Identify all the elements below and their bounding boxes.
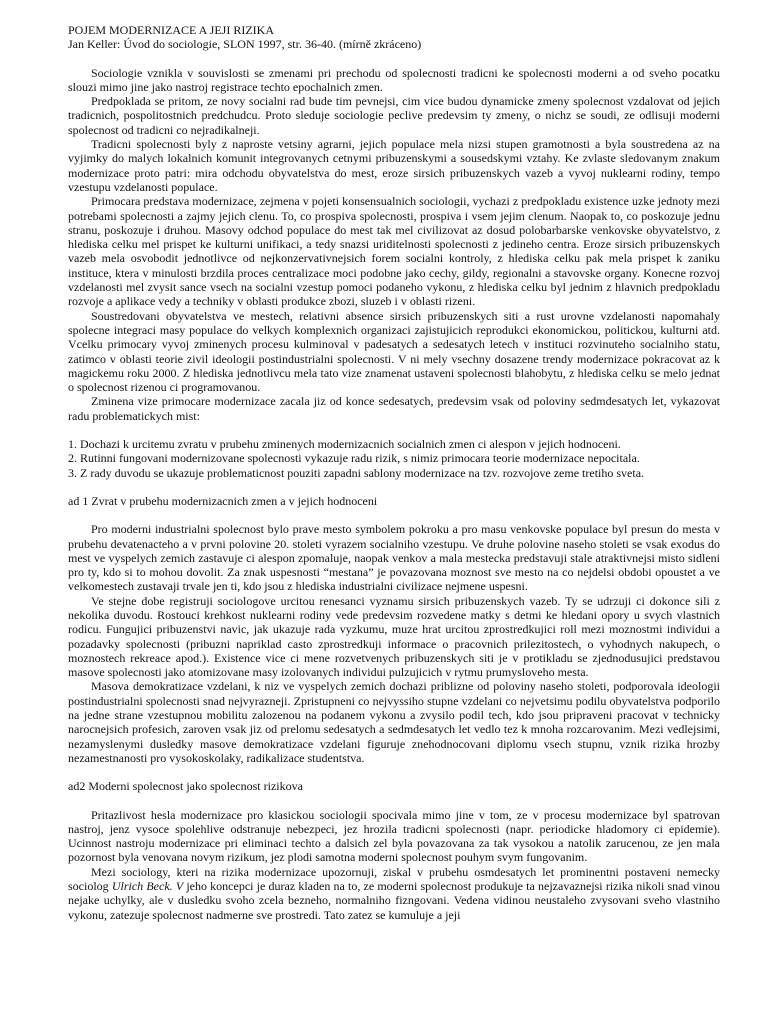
spacer [68,508,720,522]
list-item: 1. Dochazi k urcitemu zvratu v prubehu zminenych modernizacnich socialnich zmen ci alespon v jejich hodnoceni. [68,437,621,452]
intro-paragraph-6: Zminena vize primocare modernizace zacala jiz od konce sedesatych, predevsim vsak od poloviny sedmdesatych let, vykazovat radu problematickych mist: [68,394,720,423]
section-1-paragraph-3: Masova demokratizace vzdelani, k niz ve vyspelych zemich dochazi priblizne od poloviny naseho stoleti, podporovala ideologii postindustrialni spolecnosti snad nejvyrazneji. Zpristupneni co nejvyssiho stupne vzdelani co nejvetsimu podilu obyvatelstva podporilo na jedne strane vzestupnou mobilitu zalozenou na podanem vykonu a zvysilo podil tech, kdo jsou pripraveni pracovat v technicky narocnejsich profesich, zaroven vsak jiz od prelomu sedesatych a sedmdesatych let vedlo tez k mnoha rozcarovanim. Mezi vedlejsimi, nezamyslenymi dusledky masove demokratizace vzdelani figuruje znehodnocovani diplomu vsech stupnu, vznik rizika hrozby nezamestnanosti pro vysokoskolaky, radikalizace studentstva. [68,679,720,765]
section-1-paragraph-2: Ve stejne dobe registruji sociologove urcitou renesanci vyznamu sirsich pribuzenskych vazeb. Ty se udrzuji ci dokonce sili z nekolika duvodu. Rostouci krehkost nuklearni rodiny vede predevsim rozvedene matky s detmi ke hledani opory u svych vlastnich rodicu. Fungujici pribuzenstvi navic, jak ukazuje rada vyzkumu, muze hrat urcitou zprostredkujici roll mezi moznostmi individui a pozadavky spolecnosti (pribuzni napriklad casto zprostredkuji informace o pracovnich prilezitostech, o vyhodnych nakupech, o moznostech rekreace apod.). Existence vice ci mene rozvetvenych pribuzenskych siti je v protikladu se zjednodusujici predstavou masove spolecnosti jako atomizovane masy izolovanych individui pulzujicich v rytmu prumysloveho mesta. [68,593,720,680]
list-item: 2. Rutinni fungovani modernizovane spolecnosti vykazuje radu rizik, s nimiz primocara teorie modernizace nepocitala. [68,451,640,466]
document-source: Jan Keller: Úvod do sociologie, SLON 1997, str. 36-40. (mírně zkráceno) [68,37,422,52]
section-2-paragraph-1: Pritazlivost hesla modernizace pro klasickou sociologii spocivala mimo jine v tom, ze v procesu modernizace byl spatrovan nastroj, jenz vysoce spolehlive odstranuje nebezpeci, jez hrozila tradicni spolecnosti (napr. periodicke hladomory ci epidemie). Ucinnost nastroju modernizace pri eliminaci techto a dalsich zel byla povazovana za tak vysokou a natolik zarucenou, ze jen mala pozornost byla venovana novym rizikum, jez plodi samotna moderni spolecnost pouhym svym fungovanim. [68,807,720,865]
problem-list [68,437,720,480]
intro-paragraph-4: Primocara predstava modernizace, zejmena v pojeti konsensualnich sociologii, vychazi z predpokladu existence uzke jednoty mezi potrebami spolecnosti a zajmy jejich clenu. To, co prospiva spolecnosti, prospiva i vsem jejim clenum. Naopak to, co poskozuje jednu stranu, poskozuje i druhou. Masovy odchod populace do mest tak mel civilizovat az dosud polobarbarske venkovske obyvatelstvo, z hlediska celku mel prispet ke kulturni unifikaci, a tedy snazsi uriditelnosti spolecnosti z jedineho centra. Eroze sirsich pribuzenskych vazeb mela osvobodit jednotlivce od nejkonzervativnejsich forem socialni kontroly, z hlediska celku pak mela prispet k zaniku instituce, ktera v minulosti brzdila proces centralizace moci podobne jako cechy, gildy, regionalni a stavovske organy. Konecne rozvoj vzdelanosti mel zvysit sance vsech na socialni vzestup pomoci podaneho vykonu, z hlediska celku byl jednim z hlavnich predpokladu rozvoje a aplikace vedy a techniky v oblasti produkce zbozi, sluzeb i v oblasti rizeni. [68,194,720,309]
author-name: Ulrich Beck. V [111,879,184,894]
section-1-heading: ad 1 Zvrat v prubehu modernizacnich zmen a v jejich hodnoceni [68,493,378,508]
spacer [68,794,720,808]
intro-paragraph-5: Soustredovani obyvatelstva ve mestech, relativni absence sirsich pribuzenskych siti a rust urovne vzdelanosti napomahaly spolecne integraci masy populace do velkych komplexnich organizaci zajistujicich reprodukci ekonomickou, politickou, kulturni atd. Vcelku primocary vyvoj zminenych procesu kulminoval v padesatych a sedesatych letech v instituci rozvinuteho socialniho statu, zatimco v oblasti teorie zivil ideologii postindustrialni spolecnosti. V ni mely vsechny dosazene trendy modernizace pokracovat az k magickemu roku 2000. Z hlediska jednotlivcu mela tato vize znamenat ustaveni spolecnosti blahobytu, z hlediska celku se melo jednat o spolecnost rizenou ci programovanou. [68,308,720,395]
spacer [68,423,720,437]
intro-paragraph-3: Tradicni spolecnosti byly z naproste vetsiny agrarni, jejich populace mela nizsi stupen gramotnosti a byla soustredena az na vyjimky do malych lokalnich komunit integrovanych cetnymi pribuzenskymi a sousedskymi vztahy. Ke zvlaste sledovanym znakum modernizace proto patri: mira odchodu obyvatelstva do mest, eroze sirsich pribuzenskych vazeb a vyvoj nuklearni rodiny, tempo vzestupu vzdelanosti populace. [68,137,720,194]
spacer [68,480,720,494]
section-2-paragraph-2 [68,865,720,922]
paragraph-text: jeho koncepci je duraz kladen na to, ze moderni spolecnost produkuje ta nejzavaznejsi rizika nikoli snad vinou nejake uchylky, ale v dusledku svoho zcela bezneho, normalniho fizngovani. Vedena vidinou neustaleho zvysovani sveho vlastniho vykonu, zatezuje spolecnost nadmerne sve prostredi. Tato zatez se kumuluje a jeji [68,879,720,922]
paragraph-text: Mezi sociology, kteri na rizika modernizace upozornuji, ziskal v prubehu osmdesatych let prominentni postaveni nemecky sociolog [68,864,720,894]
section-1-paragraph-1: Pro moderni industrialni spolecnost bylo prave mesto symbolem pokroku a pro masu venkovske populace byl presun do mesta v prubehu devatenacteho a v prvni polovine 20. stoleti vyrazem socialniho vzestupu. Ve druhe polovine naseho stoleti se vsak exodus do mest ve vyspelych zemich zastavuje ci alespon zpomaluje, naopak venkov a mala mestecka predstavuji stale atraktivnejsi misto sidleni pro ty, kdo si to mohou dovolit. Za znak uspesnosti “mestana” je povazovana moznost sve mesto na co nejdelsi obdobi opoustet a ve velkomestech zustavaji trvale jen ti, kdo jsou z hlediska industrialni civilizace nejmene uspesni. [68,522,720,594]
section-2-heading: ad2 Moderni spolecnost jako spolecnost rizikova [68,779,303,794]
list-item: 3. Z rady duvodu se ukazuje problematicnost pouziti zapadni sablony modernizace na tzv. rozvojove zeme tretiho sveta. [68,465,645,480]
intro-paragraph-2: Predpoklada se pritom, ze novy socialni rad bude tim pevnejsi, cim vice budou dynamicke zmeny spolecnost vzdalovat od jejich tradicnich, pospolitostnich predchudcu. Proto sleduje sociologie peclive predevsim ty zmeny, o nichz se soudi, ze odlisuji moderni spolecnost od tradicni co nejradikalneji. [68,94,720,137]
document-header [68,23,720,52]
spacer [68,765,720,779]
intro-paragraph-1: Sociologie vznikla v souvislosti se zmenami pri prechodu od spolecnosti tradicni ke spolecnosti moderni a od sveho pocatku slouzi mimo jine jako nastroj registrace techto epochalnich zmen. [68,65,720,94]
document-title: POJEM MODERNIZACE A JEJI RIZIKA [68,23,275,37]
spacer [68,52,720,66]
